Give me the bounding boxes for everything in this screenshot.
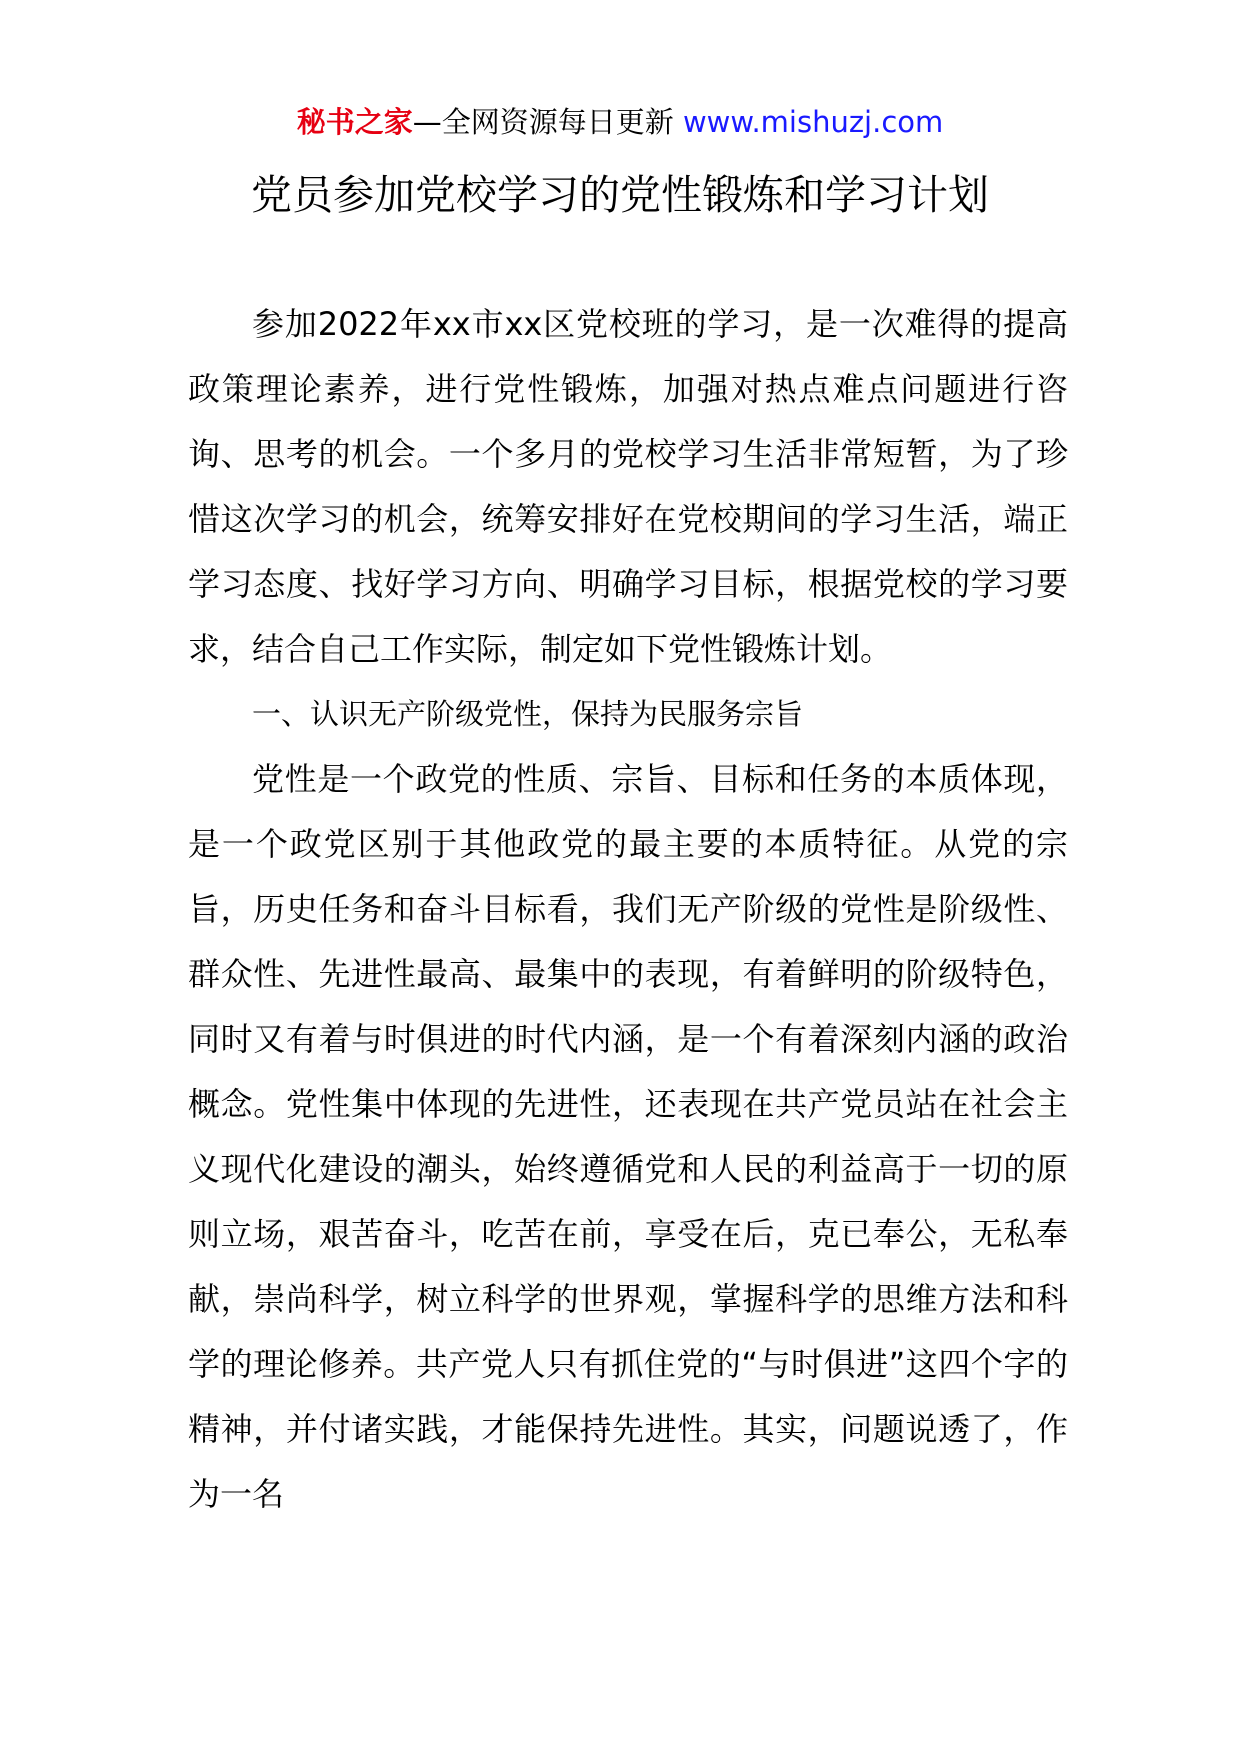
document-body [188,292,1068,1527]
site-tagline: —全网资源每日更新 [412,105,683,139]
document-title: 党员参加党校学习的党性锻炼和学习计划 [251,171,989,219]
body-paragraph: 参加2022年xx市xx区党校班的学习，是一次难得的提高政策理论素养，进行党性锻炼，加强对热点难点问题进行咨询、思考的机会。一个多月的党校学习生活非常短暂，为了珍惜这次学习的机会，统筹安排好在党校期间的学习生活，端正学习态度、找好学习方向、明确学习目标，根据党校的学习要求，结合自己工作实际，制定如下党性锻炼计划。 [188,305,1068,668]
site-header [0,100,1240,144]
site-name: 秘书之家 [296,105,413,139]
site-url-link[interactable]: www.mishuzj.com [682,105,944,139]
section-heading: 一、认识无产阶级党性，保持为民服务宗旨 [252,697,804,731]
body-paragraph: 党性是一个政党的性质、宗旨、目标和任务的本质体现，是一个政党区别于其他政党的最主要的本质特征。从党的宗旨，历史任务和奋斗目标看，我们无产阶级的党性是阶级性、群众性、先进性最高、最集中的表现，有着鲜明的阶级特色，同时又有着与时俱进的时代内涵，是一个有着深刻内涵的政治概念。党性集中体现的先进性，还表现在共产党员站在社会主义现代化建设的潮头，始终遵循党和人民的利益高于一切的原则立场，艰苦奋斗，吃苦在前，享受在后，克已奉公，无私奉献，崇尚科学，树立科学的世界观，掌握科学的思维方法和科学的理论修养。共产党人只有抓住党的“与时俱进”这四个字的精神，并付诸实践，才能保持先进性。其实，问题说透了，作为一名 [188,760,1068,1513]
